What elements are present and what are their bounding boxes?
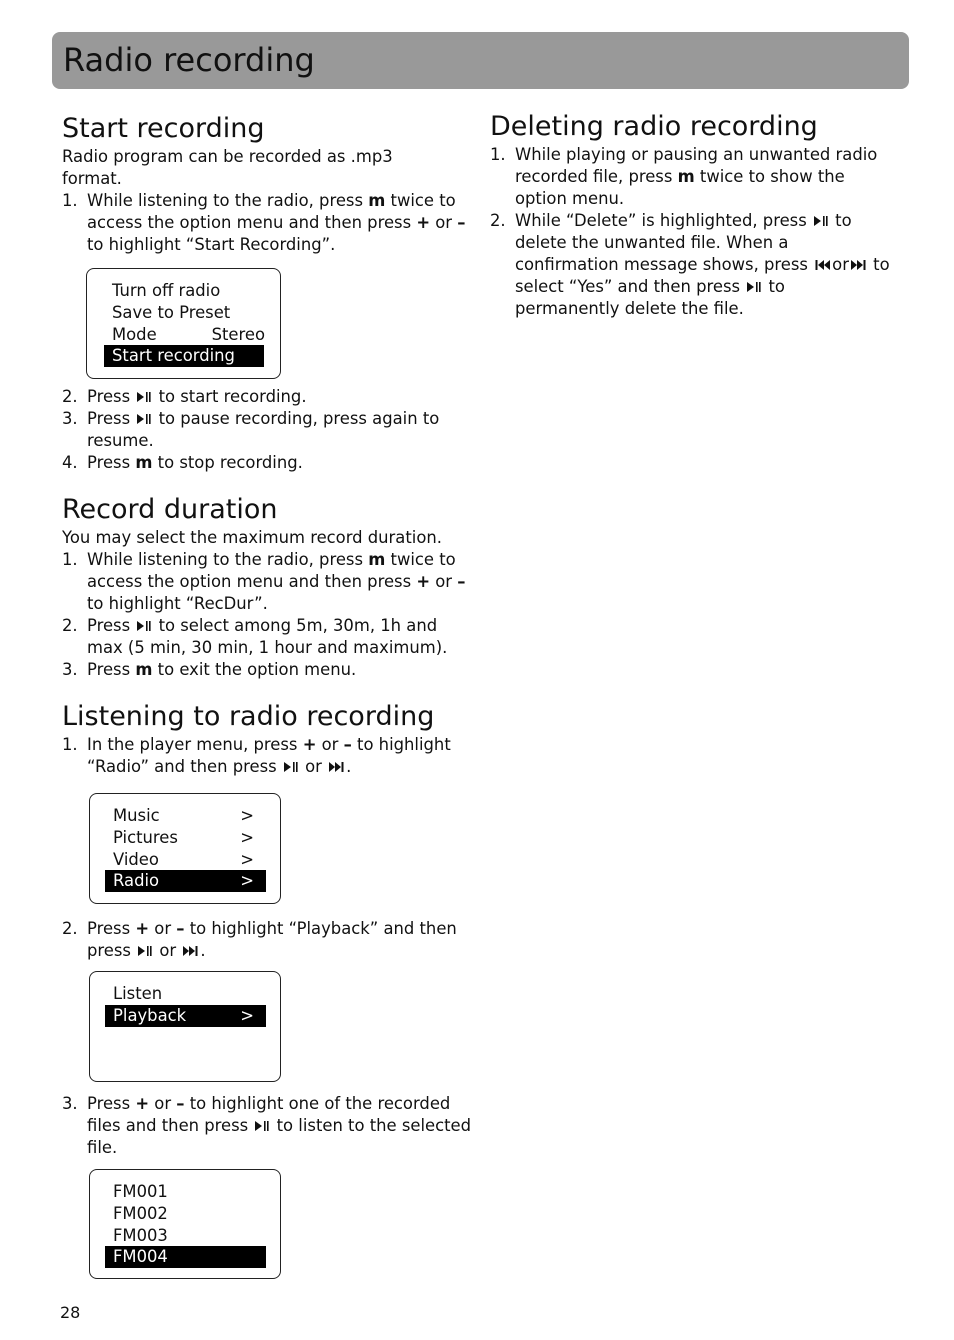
menu-item-radio: Radio > [105, 870, 266, 892]
page-number: 28 [60, 1303, 81, 1322]
start-recording-steps-cont [62, 386, 472, 474]
list-item: 2. Press + or – to highlight “Playback” and then press or . [62, 919, 457, 960]
list-item: 1. In the player menu, press + or – to highlight “Radio” and then press or . [62, 735, 451, 776]
play-pause-icon [137, 945, 153, 957]
start-recording-intro: Radio program can be recorded as .mp3 format. [62, 147, 393, 188]
recorded-files-screen [89, 1169, 281, 1279]
menu-item-music: Music > [113, 806, 254, 825]
menu-item-start-recording: Start recording [104, 345, 264, 367]
skip-next-icon [328, 761, 345, 773]
play-pause-icon [813, 215, 829, 227]
radio-submenu-screen [89, 971, 281, 1082]
list-item: 3. Press + or – to highlight one of the recorded files and then press to listen to the selected file. [62, 1094, 472, 1157]
menu-item-video: Video > [113, 849, 254, 869]
list-item: 2. Press to start recording. [62, 387, 307, 406]
list-item: 1. While listening to the radio, press m twice to access the option menu and then press + or – to highlight “Start Recording”. [62, 191, 466, 254]
file-item-fm003: FM003 [113, 1225, 168, 1245]
record-duration-intro: You may select the maximum record duration. [62, 528, 442, 547]
header-banner [52, 32, 909, 89]
right-column [490, 110, 890, 320]
file-item-fm001: FM001 [113, 1182, 168, 1201]
list-item: 4. Press m to stop recording. [62, 453, 303, 472]
skip-previous-icon [814, 259, 831, 271]
file-item-fm002: FM002 [113, 1203, 168, 1223]
skip-next-icon [850, 259, 867, 271]
deleting-steps [490, 144, 890, 320]
play-pause-icon [136, 413, 152, 425]
deleting-section [490, 110, 890, 320]
menu-item-playback: Playback > [105, 1005, 266, 1027]
left-column [62, 112, 472, 1279]
list-item: 3. Press to pause recording, press again to resume. [62, 409, 440, 450]
menu-item-mode: Mode Stereo [112, 324, 265, 344]
record-duration-steps [62, 549, 472, 681]
menu-item-turn-off-radio: Turn off radio [112, 281, 221, 300]
menu-item-pictures: Pictures > [113, 827, 254, 847]
listening-steps-3 [62, 1093, 472, 1159]
play-pause-icon [136, 391, 152, 403]
deleting-heading: Deleting radio recording [490, 111, 818, 142]
listening-steps [62, 734, 472, 778]
list-item: 1. While listening to the radio, press m twice to access the option menu and then press + or – to highlight “RecDur”. [62, 550, 466, 613]
start-recording-menu-screen [86, 268, 281, 379]
skip-next-icon [182, 945, 199, 957]
list-item: 3. Press m to exit the option menu. [62, 660, 357, 679]
start-recording-heading: Start recording [62, 113, 265, 144]
menu-item-save-to-preset: Save to Preset [112, 302, 231, 322]
list-item: 1. While playing or pausing an unwanted radio recorded file, press m twice to show the option menu. [490, 145, 878, 208]
start-recording-steps [62, 190, 472, 256]
list-item: 2. While “Delete” is highlighted, press to delete the unwanted file. When a confirmation message shows, press or to select “Yes” and then press to permanently delete the file. [490, 211, 890, 318]
listening-heading: Listening to radio recording [62, 701, 435, 732]
play-pause-icon [136, 620, 152, 632]
page-title: Radio recording [63, 41, 315, 79]
file-item-fm004: FM004 [105, 1246, 266, 1268]
start-recording-section [62, 112, 472, 474]
listening-section [62, 700, 472, 1279]
player-menu-screen [89, 793, 281, 904]
play-pause-icon [254, 1120, 270, 1132]
play-pause-icon [746, 281, 762, 293]
record-duration-heading: Record duration [62, 494, 278, 525]
listening-steps-2 [62, 918, 472, 962]
menu-item-listen: Listen [113, 984, 163, 1003]
record-duration-section [62, 493, 472, 681]
play-pause-icon [283, 761, 299, 773]
list-item: 2. Press to select among 5m, 30m, 1h and max (5 min, 30 min, 1 hour and maximum). [62, 616, 448, 657]
